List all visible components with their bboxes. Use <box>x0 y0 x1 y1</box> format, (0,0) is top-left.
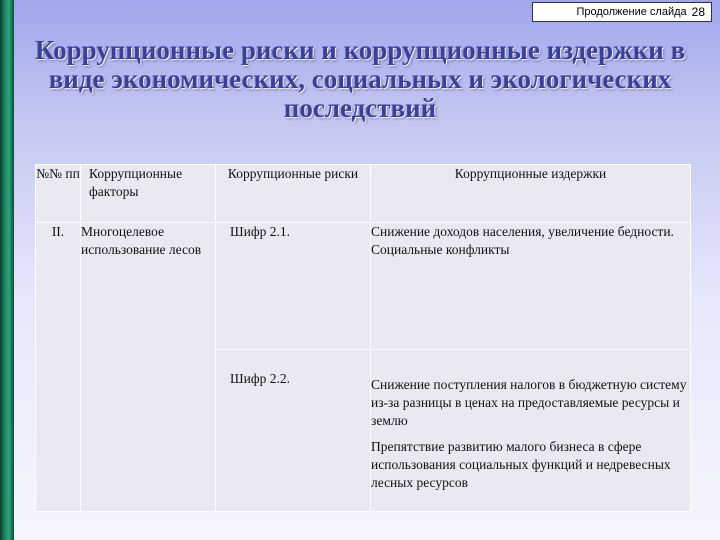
row-cost-2-1 <box>371 222 691 349</box>
corruption-risks-table <box>35 164 691 512</box>
header-risks: Коррупционные риски <box>216 165 371 223</box>
cost-2-2-text-a: Снижение поступления налогов в бюджетную систему из-за разницы в ценах на предоставляемые ресурсы и землю <box>371 376 687 428</box>
slide-number: 28 <box>691 5 705 19</box>
table-row <box>36 222 691 349</box>
header-costs: Коррупционные издержки <box>371 165 691 223</box>
row-risk-2-2: Шифр 2.2. <box>216 349 371 511</box>
slide-badge-label: Продолжение слайда <box>576 6 687 18</box>
cost-2-2-text-b: Препятствие развитию малого бизнеса в сфере использования социальных функций и недревесных лесных ресурсов <box>371 438 671 490</box>
row-factor: Многоцелевое использование лесов <box>81 222 216 511</box>
header-factors: Коррупционные факторы <box>81 165 216 223</box>
header-number: №№ пп <box>36 165 81 223</box>
cost-2-1-text: Снижение доходов населения, увеличение бедности. Социальные конфликты <box>371 223 674 257</box>
row-cost-2-2 <box>371 349 691 511</box>
row-risk-2-1: Шифр 2.1. <box>216 222 371 349</box>
table-header-row <box>36 165 691 223</box>
left-decorative-bar <box>0 0 14 540</box>
row-number: II. <box>36 222 81 511</box>
slide-continuation-badge <box>532 2 712 22</box>
slide-title: Коррупционные риски и коррупционные издержки в виде экономических, социальных и экологических последствий <box>34 35 686 123</box>
